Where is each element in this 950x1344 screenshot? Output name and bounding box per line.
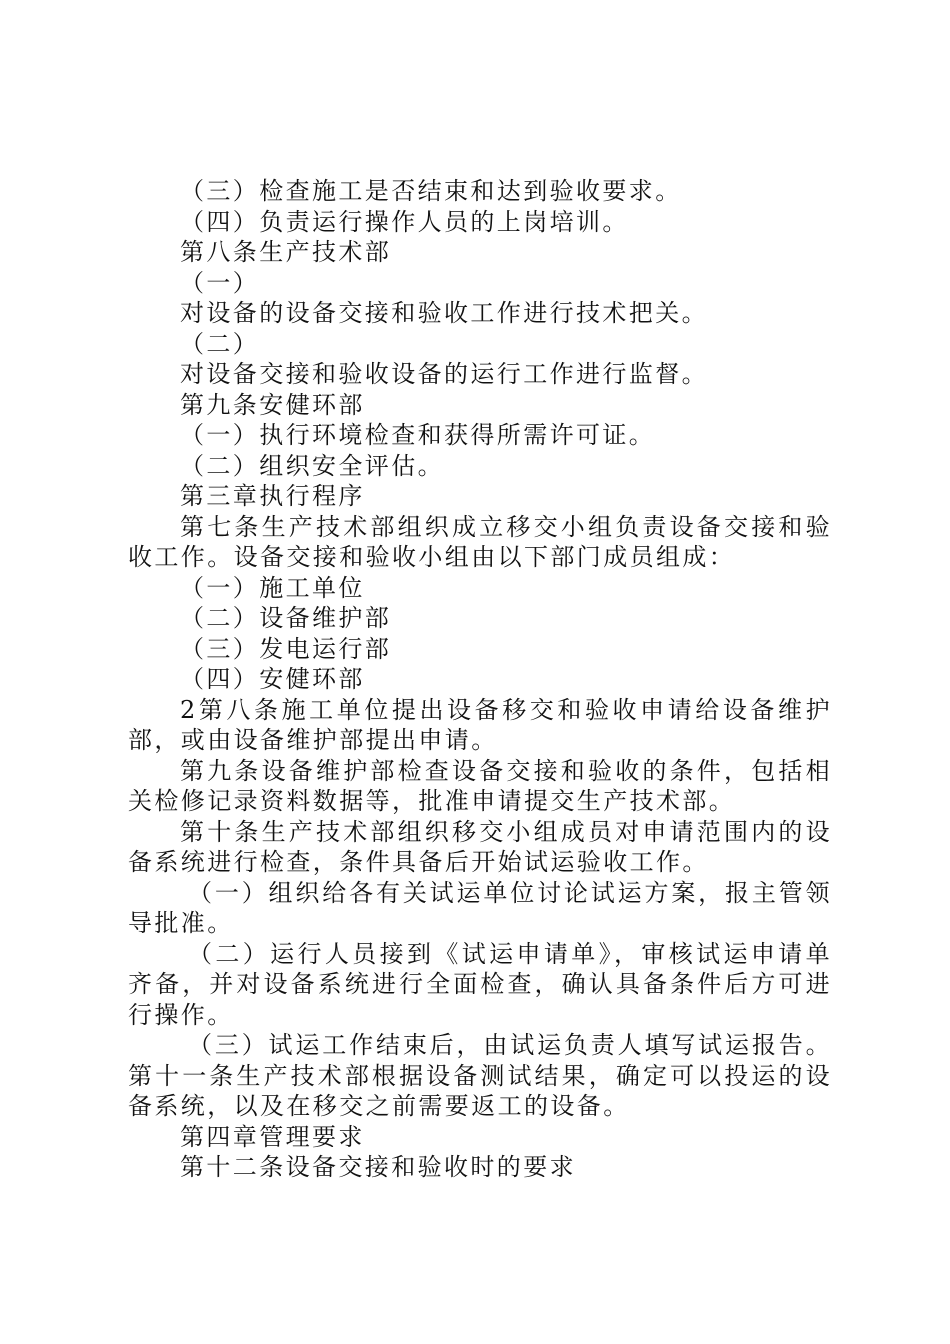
paragraph: 对设备交接和验收设备的运行工作进行监督。 <box>180 360 708 388</box>
paragraph: （二）运行人员接到《试运申请单》，审核试运申请单齐备，并对设备系统进行全面检查，确认具备条件后方可进行操作。 <box>128 939 832 1029</box>
paragraph: 2第八条施工单位提出设备移交和验收申请给设备维护部，或由设备维护部提出申请。 <box>128 695 832 754</box>
list-item: （一）施工单位 <box>180 573 365 602</box>
paragraph: （二） <box>180 329 260 358</box>
chapter-heading: 第四章管理要求 <box>180 1122 365 1151</box>
list-item: （三）发电运行部 <box>180 634 392 663</box>
paragraph: （一）执行环境检查和获得所需许可证。 <box>180 421 656 449</box>
paragraph: （一） <box>180 268 260 297</box>
paragraph: 第十条生产技术部组织移交小组成员对申请范围内的设备系统进行检查，条件具备后开始试运验收工作。 <box>128 817 832 876</box>
document-body <box>128 176 832 1183</box>
paragraph: （四）负责运行操作人员的上岗培训。 <box>180 207 629 236</box>
paragraph: （一）组织给各有关试运单位讨论试运方案，报主管领导批准。 <box>128 878 832 937</box>
section-heading: 第十二条设备交接和验收时的要求 <box>180 1153 576 1181</box>
paragraph: （三）试运工作结束后，由试运负责人填写试运报告。第十一条生产技术部根据设备测试结果，确定可以投运的设备系统，以及在移交之前需要返工的设备。 <box>128 1031 832 1120</box>
paragraph: （二）组织安全评估。 <box>180 451 444 480</box>
list-item: （四）安健环部 <box>180 665 365 693</box>
paragraph: 对设备的设备交接和验收工作进行技术把关。 <box>180 299 708 327</box>
paragraph: 第七条生产技术部组织成立移交小组负责设备交接和验收工作。设备交接和验收小组由以下部门成员组成： <box>128 512 832 571</box>
paragraph: （三）检查施工是否结束和达到验收要求。 <box>180 177 682 205</box>
section-heading: 第八条生产技术部 <box>180 238 392 266</box>
list-item: （二）设备维护部 <box>180 604 392 632</box>
section-heading: 第九条安健环部 <box>180 390 365 419</box>
chapter-heading: 第三章执行程序 <box>180 482 365 510</box>
paragraph: 第九条设备维护部检查设备交接和验收的条件，包括相关检修记录资料数据等，批准申请提交生产技术部。 <box>128 756 832 815</box>
